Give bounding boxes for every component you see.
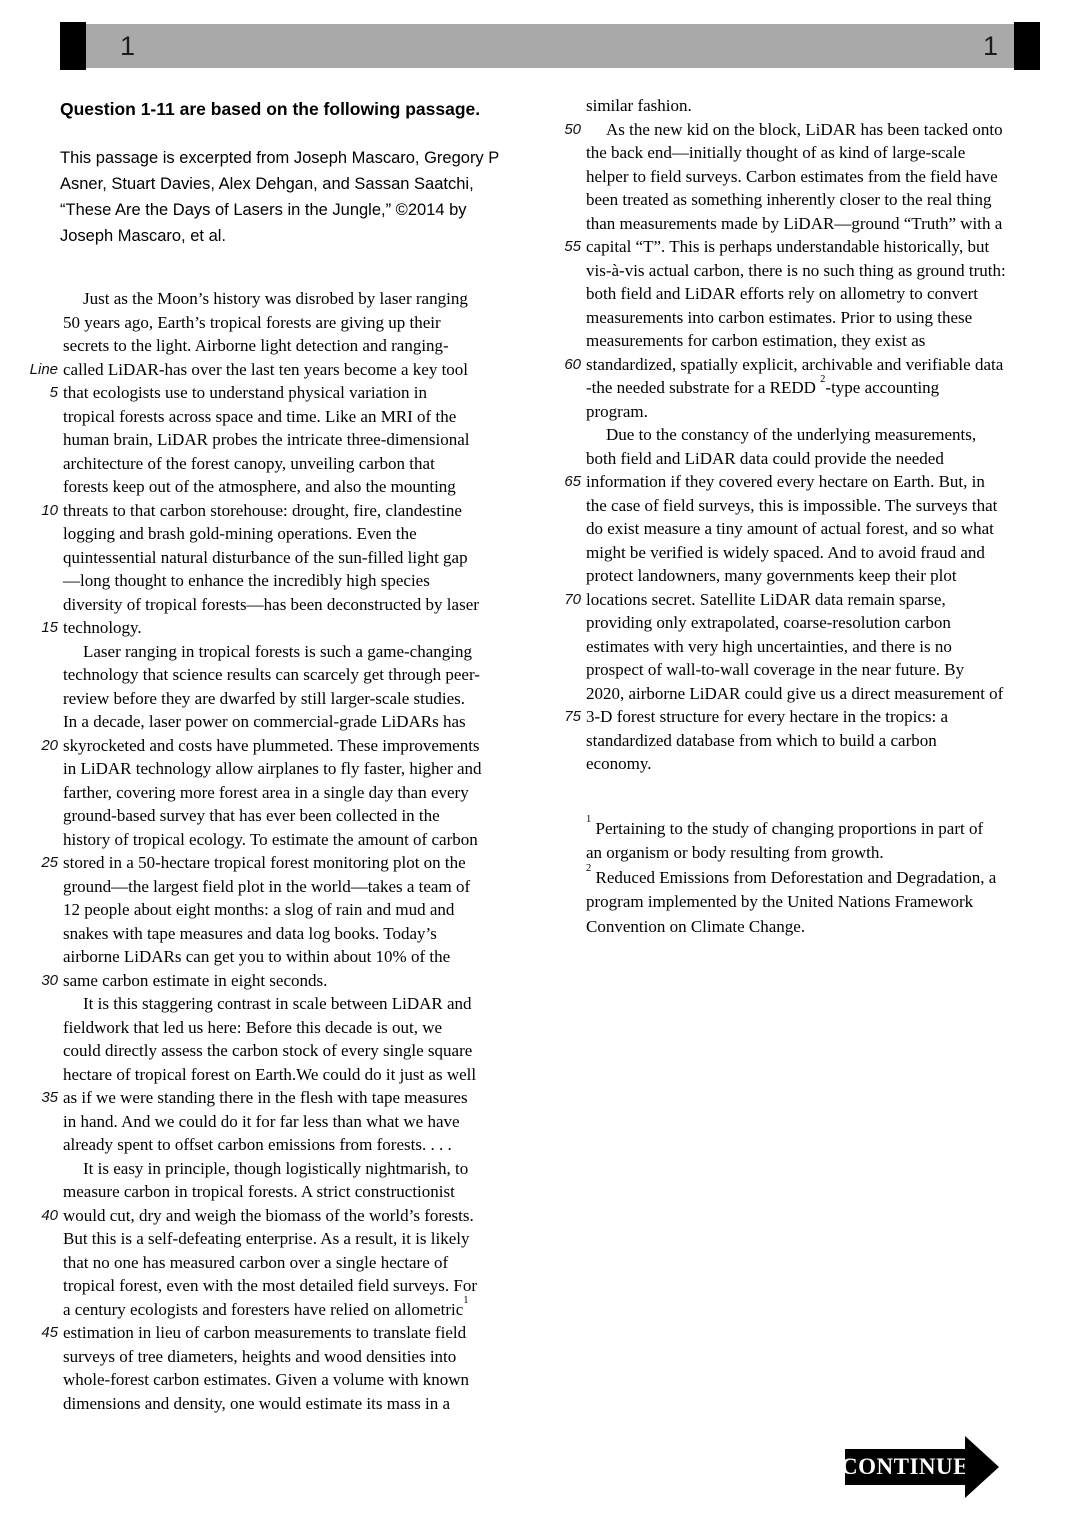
passage-line (25, 1016, 546, 1040)
passage-text-line: ground—the largest field plot in the world—takes a team of (63, 876, 471, 896)
line-number: 35 (41, 1089, 58, 1106)
passage-line (25, 992, 546, 1016)
line-number (25, 334, 61, 358)
passage-line (25, 969, 546, 993)
passage-text-line: 12 people about eight months: a slog of rain and mud and (63, 900, 455, 919)
passage-text-line: stored in a 50-hectare tropical forest monitoring plot on the (63, 853, 466, 872)
passage-text-line: program. (586, 401, 648, 421)
passage-line (25, 640, 546, 664)
passage-line (25, 1345, 546, 1369)
line-number (25, 287, 61, 311)
passage-line (25, 311, 546, 335)
passage-line (553, 188, 1080, 212)
source-line: Asner, Stuart Davies, Alex Dehgan, and Sassan Saatchi, (60, 175, 474, 193)
passage-line (25, 1086, 546, 1110)
passage-line (553, 353, 1080, 377)
passage-line (25, 1274, 546, 1298)
passage-text-line: estimates with very high uncertainties, and there is no (586, 636, 952, 656)
line-number: 5 (49, 384, 58, 401)
passage-text-line: do exist measure a tiny amount of actual forest, and so what (586, 519, 994, 538)
passage-line (553, 705, 1080, 729)
passage-line (25, 898, 546, 922)
passage-line (25, 1063, 546, 1087)
line-number (25, 1133, 61, 1157)
passage-line (553, 282, 1080, 306)
footnotes (553, 814, 1080, 940)
passage-line (553, 752, 1080, 776)
passage-line (553, 658, 1080, 682)
passage-text-line: been treated as something inherently closer to the real thing (586, 190, 992, 209)
page-header (60, 22, 1040, 70)
passage-text-line: technology that science results can scarcely get through peer- (63, 665, 480, 684)
passage-line (553, 329, 1080, 353)
passage-text-line: review before they are dwarfed by still larger-scale studies. (63, 688, 465, 708)
passage-text-line: -the needed substrate for a REDD $^2$-type accounting (586, 373, 940, 397)
passage-text-line: logging and brash gold-mining operations. Even the (63, 524, 417, 543)
continue-button[interactable] (841, 1436, 999, 1498)
line-number (25, 1157, 61, 1181)
passage-line (25, 499, 546, 523)
source-line: This passage is excerpted from Joseph Mascaro, Gregory P (60, 149, 500, 167)
passage-line (553, 494, 1080, 518)
passage-text-line: 3-D forest structure for every hectare in the tropics: a (586, 707, 949, 726)
passage-line (25, 569, 546, 593)
line-number (25, 945, 61, 969)
passage-line (553, 400, 1080, 424)
line-number (553, 682, 584, 706)
passage-line (25, 804, 546, 828)
passage-line (25, 1110, 546, 1134)
passage-line (25, 922, 546, 946)
passage-text-line: a century ecologists and foresters have relied on allometric$^1$ (63, 1295, 469, 1319)
line-number (25, 522, 61, 546)
passage-line (553, 611, 1080, 635)
line-number (553, 188, 584, 212)
line-number (25, 593, 61, 617)
passage-text-line: Convention on Climate Change. (586, 916, 806, 936)
line-number (553, 494, 584, 518)
line-number (553, 890, 584, 915)
passage-right-lines (553, 94, 1080, 776)
passage-text-line: as if we were standing there in the flesh with tape measures (63, 1088, 468, 1107)
passage-text-line: the case of field surveys, this is impossible. The surveys that (586, 495, 998, 515)
line-number (25, 1039, 61, 1063)
passage-text-line: Laser ranging in tropical forests is such a game-changing (83, 641, 472, 661)
passage-text-line: ground-based survey that has ever been collected in the (63, 806, 440, 825)
passage-text-line: technology. (63, 618, 142, 637)
line-number (553, 841, 584, 866)
passage-text-line: prospect of wall-to-wall coverage in the near future. By (586, 660, 965, 679)
line-number (25, 663, 61, 687)
passage-line (553, 373, 1080, 400)
passage-line (553, 165, 1080, 189)
passage-text-line: snakes with tape measures and data log books. Today’s (63, 923, 437, 943)
line-number (553, 282, 584, 306)
passage-line (25, 334, 546, 358)
passage-line (25, 1295, 546, 1322)
line-number (553, 306, 584, 330)
line-number (553, 329, 584, 353)
passage-line (553, 541, 1080, 565)
passage-line (25, 1227, 546, 1251)
passage-line (25, 1392, 546, 1416)
passage-line (25, 616, 546, 640)
passage-intro (60, 98, 546, 249)
line-number: 15 (41, 619, 58, 636)
passage-text-line: But this is a self-defeating enterprise. As a result, it is likely (63, 1229, 470, 1248)
passage-text-line: protect landowners, many governments keep their plot (586, 566, 957, 585)
passage-text-line: As the new kid on the block, LiDAR has been tacked onto (606, 119, 1003, 139)
line-number (25, 311, 61, 335)
line-number (25, 1016, 61, 1040)
section-number-left: 1 (120, 31, 136, 61)
line-number (25, 546, 61, 570)
passage-text-line: airborne LiDARs can get you to within about 10% of the (63, 947, 451, 966)
left-column (25, 98, 546, 1415)
passage-text-line: in hand. And we could do it for far less than what we have (63, 1111, 460, 1131)
line-number (25, 804, 61, 828)
passage-line (25, 1180, 546, 1204)
passage-text-line: similar fashion. (586, 96, 692, 115)
passage-text-line: locations secret. Satellite LiDAR data remain sparse, (586, 589, 946, 609)
passage-line (553, 141, 1080, 165)
line-number: 75 (564, 708, 581, 725)
passage-text-line: an organism or body resulting from growth. (586, 843, 884, 862)
line-number (25, 687, 61, 711)
line-number: 45 (41, 1324, 58, 1341)
line-number (25, 405, 61, 429)
line-number (25, 452, 61, 476)
continue-label: CONTINUE (841, 1454, 969, 1479)
passage-line (25, 1039, 546, 1063)
passage-text-line: would cut, dry and weigh the biomass of the world’s forests. (63, 1205, 474, 1225)
passage-line (553, 564, 1080, 588)
line-number (553, 817, 584, 842)
passage-line (25, 475, 546, 499)
passage-text-line: measurements into carbon estimates. Prior to using these (586, 307, 973, 327)
line-number (25, 569, 61, 593)
passage-text-line: measurements for carbon estimation, they exist as (586, 331, 926, 350)
line-number (25, 757, 61, 781)
passage-text-line: both field and LiDAR data could provide the needed (586, 448, 944, 468)
passage-text-line: estimation in lieu of carbon measurements to translate field (63, 1323, 467, 1342)
passage-line (25, 428, 546, 452)
passage-line (25, 1204, 546, 1228)
passage-text-line: already spent to offset carbon emissions from forests. . . . (63, 1135, 452, 1154)
passage-line (553, 863, 1080, 891)
line-number (25, 992, 61, 1016)
continue-arrow-icon (965, 1436, 999, 1498)
line-number (25, 1227, 61, 1251)
passage-text-line: history of tropical ecology. To estimate the amount of carbon (63, 829, 478, 849)
passage-text-line: $^1$ Pertaining to the study of changing proportions in part of (586, 814, 984, 838)
passage-line (25, 287, 546, 311)
passage-line (553, 94, 1080, 118)
passage-line (25, 1368, 546, 1392)
passage-text-line: $^2$ Reduced Emissions from Deforestation and Degradation, a (586, 863, 997, 887)
footnote-marker: 1 (586, 814, 592, 826)
passage-line (553, 212, 1080, 236)
passage-text-line: diversity of tropical forests—has been deconstructed by laser (63, 594, 479, 614)
passage-text-line: human brain, LiDAR probes the intricate three-dimensional (63, 430, 470, 449)
passage-line (25, 734, 546, 758)
passage-text-line: in LiDAR technology allow airplanes to fly faster, higher and (63, 759, 482, 778)
header-bar (86, 24, 1014, 68)
line-number: 65 (564, 473, 581, 490)
line-number (25, 1298, 61, 1322)
passage-text-line: economy. (586, 754, 652, 773)
passage-text-line: In a decade, laser power on commercial-grade LiDARs has (63, 712, 466, 731)
line-number (553, 423, 584, 447)
line-number: 25 (41, 854, 58, 871)
right-column (553, 94, 1080, 939)
passage-text-line: capital “T”. This is perhaps understandable historically, but (586, 237, 990, 256)
passage-line (25, 828, 546, 852)
line-number (25, 1063, 61, 1087)
passage-line (553, 588, 1080, 612)
line-number (25, 781, 61, 805)
line-number: 70 (564, 590, 581, 608)
line-number: 50 (564, 120, 581, 138)
line-number (25, 1274, 61, 1298)
line-number (25, 475, 61, 499)
line-number (25, 1110, 61, 1134)
passage-line (553, 517, 1080, 541)
passage-line (25, 945, 546, 969)
passage-text-line: dimensions and density, one would estimate its mass in a (63, 1393, 451, 1413)
passage-text-line: measure carbon in tropical forests. A strict constructionist (63, 1182, 455, 1201)
passage-line (553, 470, 1080, 494)
passage-line (25, 1157, 546, 1181)
passage-line (553, 635, 1080, 659)
line-number (25, 875, 61, 899)
line-number (553, 729, 584, 753)
passage-text-line: vis-à-vis actual carbon, there is no such thing as ground truth: (586, 260, 1006, 280)
passage-text-line: could directly assess the carbon stock of every single square (63, 1041, 473, 1060)
header-right-block (1014, 22, 1040, 70)
passage-text-line: program implemented by the United Nations Framework (586, 892, 974, 911)
passage-line (553, 306, 1080, 330)
line-number (25, 640, 61, 664)
line-number (553, 564, 584, 588)
passage-line (553, 682, 1080, 706)
passage-text-line: secrets to the light. Airborne light detection and ranging- (63, 336, 449, 355)
passage-text-line: skyrocketed and costs have plummeted. These improvements (63, 735, 480, 755)
section-number-right: 1 (982, 31, 998, 61)
line-number (553, 400, 584, 424)
passage-text-line: providing only extrapolated, coarse-resolution carbon (586, 613, 951, 632)
line-number (553, 635, 584, 659)
passage-line (25, 546, 546, 570)
line-number (553, 94, 584, 118)
line-number (25, 922, 61, 946)
passage-line (553, 259, 1080, 283)
passage-text-line: same carbon estimate in eight seconds. (63, 970, 328, 990)
line-number (553, 752, 584, 776)
passage-text-line: that ecologists use to understand physical variation in (63, 383, 428, 402)
passage-line (25, 687, 546, 711)
passage-line (25, 1251, 546, 1275)
line-number (553, 376, 584, 400)
line-number (553, 541, 584, 565)
line-number (25, 1345, 61, 1369)
question-range-heading: Question 1-11 are based on the following passage. (60, 99, 481, 119)
passage-line (25, 781, 546, 805)
line-number (25, 1180, 61, 1204)
passage-text-line: standardized database from which to build a carbon (586, 730, 937, 750)
passage-line (553, 915, 1080, 940)
line-number: 30 (41, 971, 58, 989)
passage-text-line: the back end—initially thought of as kind of large-scale (586, 143, 966, 162)
passage-line (553, 423, 1080, 447)
line-number: 10 (41, 501, 58, 519)
passage-line (25, 663, 546, 687)
passage-text-line: It is easy in principle, though logistically nightmarish, to (83, 1158, 469, 1178)
line-number: 20 (41, 736, 58, 754)
passage-text-line: called LiDAR-has over the last ten years become a key tool (63, 359, 469, 379)
passage-line (25, 452, 546, 476)
passage-line (553, 729, 1080, 753)
line-number (553, 611, 584, 635)
line-number: Line (29, 360, 58, 378)
footnote-marker: 2 (820, 373, 826, 385)
source-line: Joseph Mascaro, et al. (60, 227, 226, 245)
line-number (553, 866, 584, 891)
line-number (25, 710, 61, 734)
passage-text-line: 50 years ago, Earth’s tropical forests are giving up their (63, 312, 441, 332)
line-number (25, 428, 61, 452)
line-number (25, 898, 61, 922)
passage-line (25, 710, 546, 734)
passage-text-line: forests keep out of the atmosphere, and also the mounting (63, 477, 456, 496)
passage-line (553, 447, 1080, 471)
line-number (553, 447, 584, 471)
passage-text-line: both field and LiDAR efforts rely on allometry to convert (586, 284, 979, 303)
footnote-marker: 1 (463, 1295, 469, 1307)
passage-text-line: quintessential natural disturbance of the sun-filled light gap (63, 547, 468, 567)
passage-line (25, 381, 546, 405)
continue-box (841, 1449, 969, 1485)
passage-text-line: than measurements made by LiDAR—ground “Truth” with a (586, 213, 1003, 233)
line-number: 55 (564, 238, 581, 255)
passage-text-line: standardized, spatially explicit, archivable and verifiable data (586, 354, 1004, 374)
line-number (25, 1368, 61, 1392)
passage-text-line: 2020, airborne LiDAR could give us a direct measurement of (586, 683, 1004, 703)
passage-text-line: hectare of tropical forest on Earth.We could do it just as well (63, 1064, 477, 1084)
line-number (553, 259, 584, 283)
passage-text-line: helper to field surveys. Carbon estimates from the field have (586, 166, 998, 186)
footnote-marker: 2 (586, 863, 592, 875)
passage-line (553, 890, 1080, 915)
line-number (553, 658, 584, 682)
passage-line (553, 814, 1080, 842)
passage-line (553, 235, 1080, 259)
passage-text-line: surveys of tree diameters, heights and wood densities into (63, 1346, 457, 1366)
line-number (25, 1392, 61, 1416)
passage-line (25, 522, 546, 546)
passage-line (553, 841, 1080, 866)
passage-line (25, 875, 546, 899)
passage-line (25, 757, 546, 781)
line-number: 60 (564, 355, 581, 373)
passage-line (553, 118, 1080, 142)
line-number (25, 1251, 61, 1275)
passage-line (25, 1133, 546, 1157)
passage-source-note (60, 145, 546, 249)
passage-text-line: might be verified is widely spaced. And to avoid fraud and (586, 542, 985, 562)
passage-text-line: whole-forest carbon estimates. Given a volume with known (63, 1370, 470, 1389)
passage-text-line: tropical forests across space and time. Like an MRI of the (63, 406, 457, 426)
passage-line (25, 593, 546, 617)
passage-text-line: Just as the Moon’s history was disrobed by laser ranging (83, 289, 468, 308)
passage-text-line: —long thought to enhance the incredibly high species (63, 571, 430, 590)
line-number (553, 915, 584, 940)
line-number (553, 212, 584, 236)
line-number (25, 828, 61, 852)
line-number (553, 141, 584, 165)
passage-text-line: It is this staggering contrast in scale between LiDAR and (83, 994, 472, 1013)
passage-text-line: information if they covered every hectare on Earth. But, in (586, 472, 985, 491)
line-number: 40 (41, 1206, 58, 1224)
line-number (553, 517, 584, 541)
header-left-block (60, 22, 86, 70)
passage-text-line: fieldwork that led us here: Before this decade is out, we (63, 1017, 443, 1037)
passage-text-line: that no one has measured carbon over a single hectare of (63, 1252, 449, 1272)
passage-line (25, 1321, 546, 1345)
passage-line (25, 851, 546, 875)
source-line: “These Are the Days of Lasers in the Jungle,” ©2014 by (60, 201, 467, 219)
line-number (553, 165, 584, 189)
passage-text-line: tropical forest, even with the most detailed field surveys. For (63, 1276, 478, 1295)
passage-text-line: Due to the constancy of the underlying measurements, (606, 425, 977, 444)
passage-line (25, 358, 546, 382)
passage-text-line: architecture of the forest canopy, unveiling carbon that (63, 453, 435, 473)
passage-left-lines (25, 287, 546, 1415)
passage-line (25, 405, 546, 429)
passage-text-line: threats to that carbon storehouse: drought, fire, clandestine (63, 500, 462, 520)
passage-text-line: farther, covering more forest area in a single day than every (63, 782, 469, 802)
